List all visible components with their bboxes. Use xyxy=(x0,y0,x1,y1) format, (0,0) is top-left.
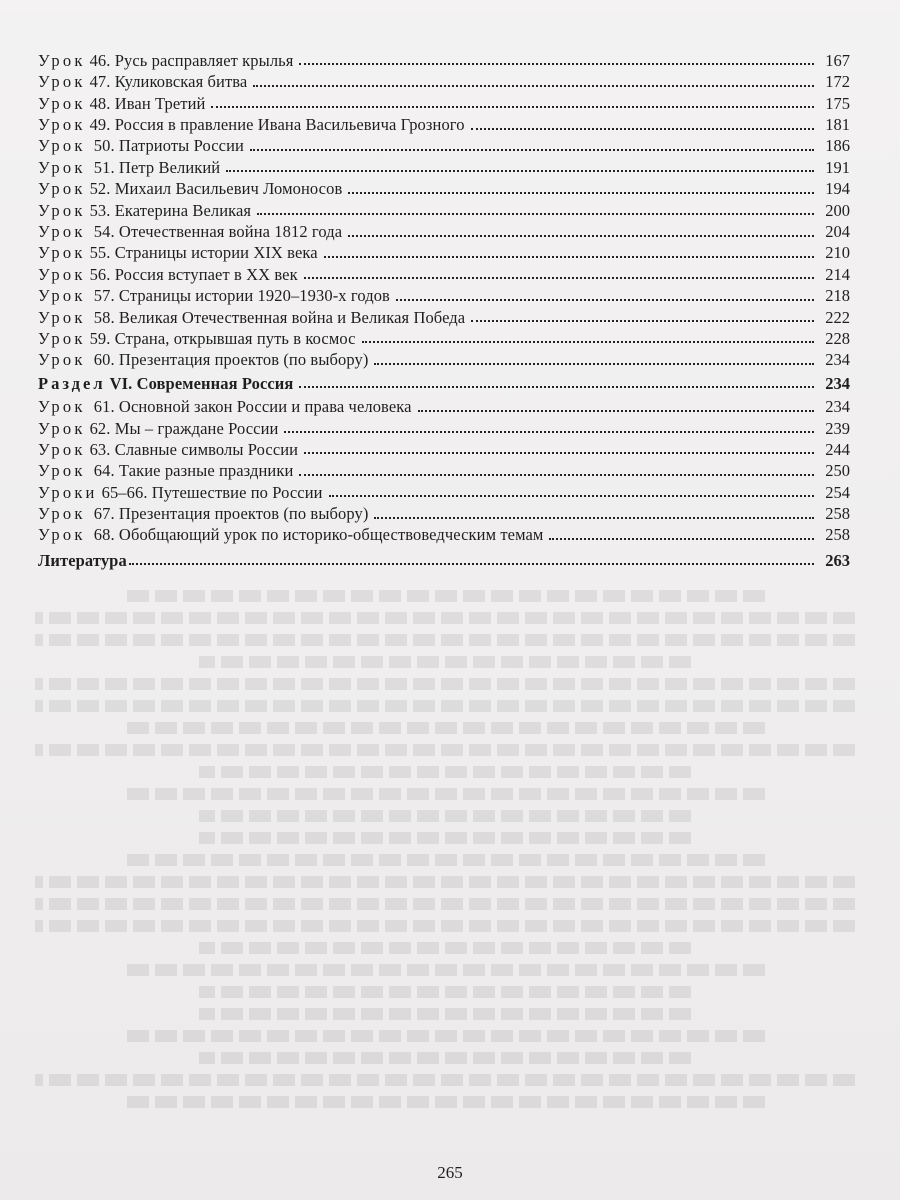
toc-leader-dots xyxy=(362,341,814,343)
toc-entry-keyword: Урок xyxy=(38,439,86,459)
toc-leader-dots xyxy=(329,495,814,497)
toc-entry-keyword: Урок xyxy=(38,418,86,438)
toc-entry xyxy=(38,326,850,347)
toc-entry-page: 254 xyxy=(825,482,850,502)
toc-leader-dots xyxy=(299,386,814,388)
toc-entry-title: 54. Отечественная война 1812 года xyxy=(89,222,343,242)
toc-entry-page: 167 xyxy=(825,50,850,70)
toc-entry-keyword: Урок xyxy=(38,397,86,417)
toc-lessons-group xyxy=(38,48,850,369)
toc-section-keyword: Раздел xyxy=(38,373,106,393)
toc-entry xyxy=(38,283,850,304)
toc-entry-keyword: Урок xyxy=(38,179,86,199)
toc-entry-label xyxy=(38,138,244,155)
toc-entry-page: 191 xyxy=(825,157,850,177)
toc-entry-title: 46. Русь расправляет крылья xyxy=(89,50,294,70)
toc-entry xyxy=(38,394,850,415)
toc-entry-label xyxy=(38,352,368,369)
toc-entry-title: 60. Презентация проектов (по выбору) xyxy=(89,350,369,370)
toc-entry-keyword: Урок xyxy=(38,136,86,156)
toc-entry-label xyxy=(38,245,318,262)
toc-entry-label xyxy=(38,463,293,480)
toc-entry-keyword: Урок xyxy=(38,286,86,306)
toc-entry-label xyxy=(38,527,543,544)
toc-entry-page: 186 xyxy=(825,136,850,156)
toc-entry-label xyxy=(38,307,466,327)
toc-entry-keyword: Урок xyxy=(38,72,86,92)
toc-entry-title: 55. Страницы истории XIX века xyxy=(89,243,318,263)
toc-entry-label xyxy=(38,224,342,241)
toc-leader-dots xyxy=(471,128,814,130)
toc-entry-title: 47. Куликовская битва xyxy=(89,72,248,92)
toc-entry-title: 68. Обобщающий урок по историко-обществоведческим темам xyxy=(89,525,544,545)
toc-entry-keyword: Урок xyxy=(38,93,86,113)
toc-leader-dots xyxy=(299,63,814,65)
toc-entry-title: 52. Михаил Васильевич Ломоносов xyxy=(89,179,343,199)
toc-leader-dots xyxy=(284,431,814,433)
page-number: 265 xyxy=(437,1163,463,1182)
toc-section-heading xyxy=(38,371,850,392)
toc-entry-page: 194 xyxy=(825,179,850,199)
toc-entry xyxy=(38,305,850,326)
toc-leader-dots xyxy=(549,538,814,540)
toc-entry-title: 56. Россия вступает в XX век xyxy=(89,264,298,284)
toc-entry-label xyxy=(38,418,279,438)
toc-entry-keyword: Урок xyxy=(38,115,86,135)
toc-entry xyxy=(38,523,850,544)
toc-entry-keyword: Урок xyxy=(38,504,86,524)
toc-entry xyxy=(38,198,850,219)
toc-section-page: 234 xyxy=(825,373,850,393)
toc-entry-page: 258 xyxy=(825,525,850,545)
toc-entry-label xyxy=(38,93,206,113)
toc-entry-keyword: Урок xyxy=(38,200,86,220)
toc-leader-dots xyxy=(374,517,814,519)
toc-entry-label xyxy=(38,74,247,91)
toc-literature-page: 263 xyxy=(825,550,850,570)
toc-literature-label: Литература xyxy=(38,550,127,570)
toc-entry-title: 50. Патриоты России xyxy=(89,136,244,156)
toc-entry xyxy=(38,69,850,90)
toc-leader-dots xyxy=(324,256,814,258)
toc-entry-label xyxy=(38,506,368,523)
toc-leader-dots xyxy=(471,320,814,322)
toc-leader-dots xyxy=(396,299,814,301)
toc-entry-title: 64. Такие разные праздники xyxy=(89,461,294,481)
toc-entry-page: 234 xyxy=(825,397,850,417)
toc-entry xyxy=(38,176,850,197)
toc-entry-label xyxy=(38,288,390,305)
toc-entry-page: 258 xyxy=(825,504,850,524)
toc-entry-title: 49. Россия в правление Ивана Васильевича Грозного xyxy=(89,115,465,135)
toc-entry-label xyxy=(38,50,294,70)
toc-entry xyxy=(38,134,850,155)
toc-entry xyxy=(38,155,850,176)
toc-entry-title: 65–66. Путешествие по России xyxy=(101,482,323,502)
toc-entry xyxy=(38,48,850,69)
toc-entry-page: 250 xyxy=(825,461,850,481)
toc-entry-label xyxy=(38,200,252,220)
toc-entry-keyword: Урок xyxy=(38,157,86,177)
toc-entry-title: 58. Великая Отечественная война и Великая Победа xyxy=(89,307,466,327)
toc-entry-page: 175 xyxy=(825,93,850,113)
toc-leader-dots xyxy=(348,192,814,194)
toc-entry-keyword: Урок xyxy=(38,222,86,242)
toc-entry xyxy=(38,219,850,240)
toc-entry-page: 181 xyxy=(825,115,850,135)
toc-entry-title: 62. Мы – граждане России xyxy=(89,418,279,438)
toc-entry-page: 200 xyxy=(825,200,850,220)
toc-leader-dots xyxy=(304,452,814,454)
toc-entry-keyword: Урок xyxy=(38,461,86,481)
toc-leader-dots xyxy=(418,410,814,412)
toc-entry xyxy=(38,501,850,522)
toc-entry xyxy=(38,416,850,437)
toc-entry-page: 214 xyxy=(825,264,850,284)
toc-entry-label xyxy=(38,157,221,177)
toc-entry-keyword: Урок xyxy=(38,307,86,327)
toc-entry-label xyxy=(38,328,356,348)
toc-entry xyxy=(38,112,850,133)
toc-entry-title: 53. Екатерина Великая xyxy=(89,200,252,220)
toc-section-label xyxy=(38,373,294,393)
toc-entry-keyword: Урок xyxy=(38,50,86,70)
toc-leader-dots xyxy=(211,106,814,108)
toc-entry-keyword: Урок xyxy=(38,243,86,263)
toc-section-title: VI. Современная Россия xyxy=(109,373,294,393)
toc-entry-title: 57. Страницы истории 1920–1930-х годов xyxy=(89,286,390,306)
toc-entry-title: 67. Презентация проектов (по выбору) xyxy=(89,504,369,524)
toc-entry-title: 48. Иван Третий xyxy=(89,93,206,113)
toc-leader-dots xyxy=(226,170,814,172)
toc-leader-dots xyxy=(374,363,814,365)
toc-entry-page: 228 xyxy=(825,328,850,348)
toc-entry-title: 63. Славные символы России xyxy=(89,439,299,459)
toc-entry-label xyxy=(38,117,465,134)
toc-entry-page: 218 xyxy=(825,286,850,306)
toc-entry-keyword: Урок xyxy=(38,328,86,348)
toc-entry-title: 59. Страна, открывшая путь в космос xyxy=(89,328,356,348)
toc-entry xyxy=(38,437,850,458)
toc-entry-keyword: Урок xyxy=(38,525,86,545)
toc-entry-page: 239 xyxy=(825,418,850,438)
toc-entry-keyword: Урок xyxy=(38,264,86,284)
table-of-contents xyxy=(38,48,850,569)
toc-entry xyxy=(38,347,850,368)
toc-leader-dots xyxy=(250,149,814,151)
toc-entry xyxy=(38,458,850,479)
toc-lessons-group-2 xyxy=(38,394,850,544)
toc-leader-dots xyxy=(253,85,814,87)
toc-entry-title: 51. Петр Великий xyxy=(89,157,221,177)
toc-leader-dots xyxy=(129,563,814,565)
toc-entry xyxy=(38,262,850,283)
toc-entry-label xyxy=(38,482,323,502)
toc-entry-keyword: Урок xyxy=(38,350,86,370)
toc-entry-page: 204 xyxy=(825,222,850,242)
toc-entry xyxy=(38,91,850,112)
toc-leader-dots xyxy=(304,277,814,279)
toc-entry-title: 61. Основной закон России и права человека xyxy=(89,397,412,417)
toc-entry-page: 210 xyxy=(825,243,850,263)
toc-entry xyxy=(38,480,850,501)
toc-entry xyxy=(38,241,850,262)
toc-entry-label xyxy=(38,399,412,416)
toc-entry-page: 234 xyxy=(825,350,850,370)
toc-entry-label xyxy=(38,264,298,284)
toc-leader-dots xyxy=(348,235,814,237)
toc-entry-keyword: Уроки xyxy=(38,482,98,502)
toc-entry-label xyxy=(38,439,299,459)
toc-entry-page: 244 xyxy=(825,439,850,459)
toc-entry-page: 172 xyxy=(825,72,850,92)
toc-entry-page: 222 xyxy=(825,307,850,327)
toc-leader-dots xyxy=(299,474,814,476)
toc-leader-dots xyxy=(257,213,814,215)
toc-entry-label xyxy=(38,181,342,198)
toc-literature xyxy=(38,548,850,569)
reverse-side-bleed-through xyxy=(35,580,855,1140)
